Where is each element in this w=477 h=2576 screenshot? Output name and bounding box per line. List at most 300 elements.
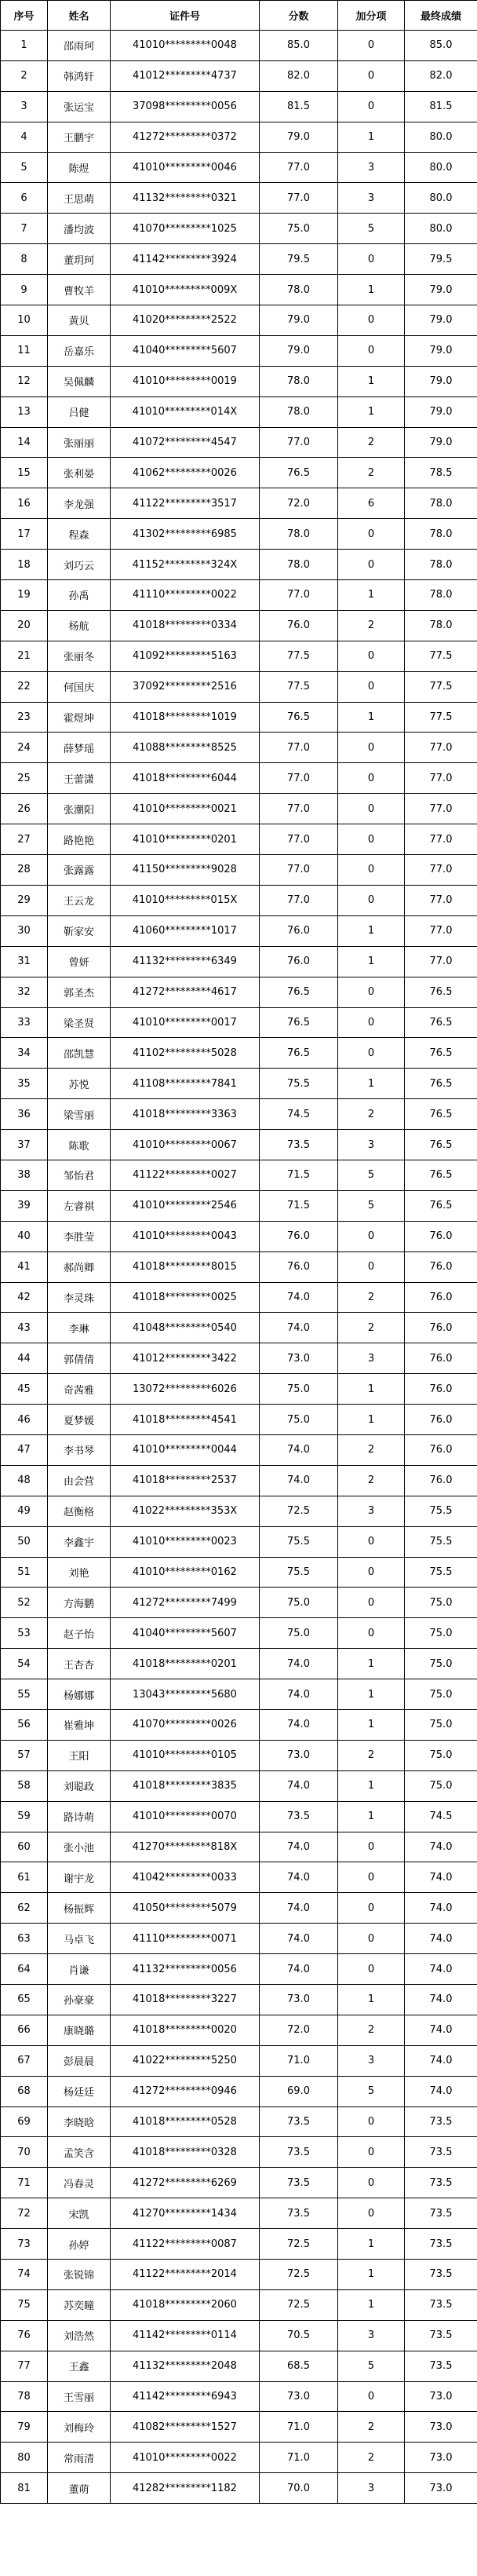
- cell-bonus: 0: [338, 91, 405, 122]
- cell-name: 李灵珠: [48, 1282, 111, 1313]
- cell-score: 73.0: [260, 1985, 338, 2015]
- cell-name: 刘艳: [48, 1557, 111, 1588]
- cell-bonus: 0: [338, 2168, 405, 2198]
- cell-score: 77.0: [260, 427, 338, 458]
- cell-id-number: 41018*********3227: [111, 1985, 260, 2015]
- cell-name: 王云龙: [48, 885, 111, 915]
- cell-bonus: 3: [338, 1496, 405, 1526]
- cell-score: 74.0: [260, 1893, 338, 1924]
- cell-final-score: 77.0: [405, 855, 477, 886]
- cell-name: 王蕾潇: [48, 763, 111, 794]
- cell-score: 74.0: [260, 1282, 338, 1313]
- table-row: [1, 1709, 477, 1740]
- cell-id-number: 41018*********0334: [111, 610, 260, 641]
- cell-bonus: 0: [338, 1954, 405, 1985]
- cell-bonus: 0: [338, 2106, 405, 2137]
- cell-seq: 1: [1, 31, 48, 61]
- cell-bonus: 6: [338, 488, 405, 519]
- cell-id-number: 41010*********014X: [111, 396, 260, 427]
- cell-score: 78.0: [260, 396, 338, 427]
- cell-seq: 56: [1, 1709, 48, 1740]
- cell-score: 78.0: [260, 275, 338, 305]
- cell-name: 赵衡格: [48, 1496, 111, 1526]
- cell-bonus: 1: [338, 1405, 405, 1435]
- cell-final-score: 76.0: [405, 1313, 477, 1343]
- cell-score: 70.5: [260, 2320, 338, 2351]
- cell-seq: 22: [1, 671, 48, 702]
- cell-bonus: 0: [338, 1251, 405, 1282]
- cell-score: 74.0: [260, 1770, 338, 1801]
- cell-name: 潘均波: [48, 214, 111, 244]
- cell-score: 75.0: [260, 214, 338, 244]
- table-row: [1, 1526, 477, 1557]
- cell-bonus: 0: [338, 824, 405, 855]
- cell-id-number: 41082*********1527: [111, 2412, 260, 2443]
- cell-final-score: 75.0: [405, 1618, 477, 1649]
- cell-seq: 10: [1, 305, 48, 336]
- table-row: [1, 427, 477, 458]
- cell-id-number: 41018*********8015: [111, 1251, 260, 1282]
- cell-bonus: 2: [338, 458, 405, 488]
- cell-final-score: 74.0: [405, 1985, 477, 2015]
- cell-score: 76.0: [260, 1221, 338, 1251]
- cell-final-score: 75.0: [405, 1649, 477, 1679]
- cell-bonus: 0: [338, 855, 405, 886]
- table-row: [1, 2289, 477, 2320]
- cell-final-score: 76.0: [405, 1405, 477, 1435]
- cell-name: 韩鸿轩: [48, 60, 111, 91]
- cell-score: 81.5: [260, 91, 338, 122]
- table-row: [1, 702, 477, 733]
- cell-seq: 7: [1, 214, 48, 244]
- cell-name: 李龙强: [48, 488, 111, 519]
- cell-name: 董玥珂: [48, 244, 111, 275]
- cell-seq: 67: [1, 2045, 48, 2076]
- table-row: [1, 1282, 477, 1313]
- table-row: [1, 610, 477, 641]
- cell-seq: 81: [1, 2473, 48, 2504]
- cell-score: 72.5: [260, 2260, 338, 2290]
- cell-name: 董萌: [48, 2473, 111, 2504]
- cell-name: 孙婷: [48, 2229, 111, 2260]
- table-row: [1, 1862, 477, 1893]
- cell-score: 70.0: [260, 2473, 338, 2504]
- cell-bonus: 1: [338, 1709, 405, 1740]
- table-row: [1, 519, 477, 550]
- cell-id-number: 41048*********0540: [111, 1313, 260, 1343]
- table-row: [1, 1985, 477, 2015]
- cell-name: 康晓璐: [48, 2015, 111, 2045]
- cell-final-score: 75.0: [405, 1740, 477, 1770]
- cell-score: 75.0: [260, 1588, 338, 1618]
- cell-final-score: 73.0: [405, 2412, 477, 2443]
- cell-id-number: 41040*********5607: [111, 335, 260, 366]
- cell-bonus: 0: [338, 2137, 405, 2168]
- table-row: [1, 1588, 477, 1618]
- cell-final-score: 73.5: [405, 2137, 477, 2168]
- cell-final-score: 75.0: [405, 1588, 477, 1618]
- header-name: 姓名: [48, 1, 111, 31]
- cell-seq: 35: [1, 1069, 48, 1099]
- cell-bonus: 1: [338, 1985, 405, 2015]
- cell-id-number: 41012*********4737: [111, 60, 260, 91]
- cell-seq: 6: [1, 183, 48, 214]
- table-row: [1, 366, 477, 396]
- cell-score: 77.0: [260, 855, 338, 886]
- cell-score: 78.0: [260, 519, 338, 550]
- table-row: [1, 488, 477, 519]
- cell-seq: 28: [1, 855, 48, 886]
- table-row: [1, 1434, 477, 1465]
- table-row: [1, 335, 477, 366]
- cell-seq: 75: [1, 2289, 48, 2320]
- cell-bonus: 0: [338, 671, 405, 702]
- cell-name: 陈煜: [48, 152, 111, 183]
- cell-id-number: 41142*********0114: [111, 2320, 260, 2351]
- cell-name: 苏奕瞳: [48, 2289, 111, 2320]
- cell-id-number: 41018*********1019: [111, 702, 260, 733]
- cell-final-score: 73.5: [405, 2229, 477, 2260]
- cell-name: 王鹏宇: [48, 122, 111, 152]
- table-row: [1, 244, 477, 275]
- table-row: [1, 2229, 477, 2260]
- cell-bonus: 2: [338, 610, 405, 641]
- cell-seq: 23: [1, 702, 48, 733]
- cell-final-score: 76.0: [405, 1434, 477, 1465]
- cell-final-score: 79.0: [405, 275, 477, 305]
- cell-name: 黄贝: [48, 305, 111, 336]
- cell-name: 杨娜娜: [48, 1679, 111, 1710]
- cell-final-score: 85.0: [405, 31, 477, 61]
- cell-seq: 18: [1, 550, 48, 580]
- cell-score: 77.0: [260, 733, 338, 763]
- cell-score: 74.0: [260, 1313, 338, 1343]
- cell-seq: 45: [1, 1374, 48, 1405]
- cell-bonus: 5: [338, 1190, 405, 1221]
- cell-bonus: 0: [338, 977, 405, 1007]
- cell-seq: 57: [1, 1740, 48, 1770]
- cell-bonus: 2: [338, 1740, 405, 1770]
- cell-bonus: 0: [338, 885, 405, 915]
- cell-final-score: 78.0: [405, 610, 477, 641]
- cell-id-number: 41142*********6943: [111, 2381, 260, 2412]
- cell-seq: 70: [1, 2137, 48, 2168]
- cell-name: 常雨清: [48, 2443, 111, 2473]
- cell-name: 李鑫宇: [48, 1526, 111, 1557]
- cell-name: 岳嘉乐: [48, 335, 111, 366]
- table-row: [1, 1190, 477, 1221]
- cell-id-number: 41060*********1017: [111, 915, 260, 946]
- cell-score: 82.0: [260, 60, 338, 91]
- cell-final-score: 79.0: [405, 335, 477, 366]
- cell-final-score: 73.0: [405, 2443, 477, 2473]
- table-row: [1, 1801, 477, 1832]
- cell-seq: 74: [1, 2260, 48, 2290]
- cell-score: 74.0: [260, 1832, 338, 1862]
- cell-bonus: 0: [338, 31, 405, 61]
- cell-name: 苏悦: [48, 1069, 111, 1099]
- cell-id-number: 41018*********0528: [111, 2106, 260, 2137]
- cell-id-number: 41020*********2522: [111, 305, 260, 336]
- cell-seq: 53: [1, 1618, 48, 1649]
- cell-id-number: 41018*********0020: [111, 2015, 260, 2045]
- table-row: [1, 1130, 477, 1160]
- cell-seq: 76: [1, 2320, 48, 2351]
- cell-bonus: 0: [338, 641, 405, 671]
- cell-bonus: 0: [338, 733, 405, 763]
- cell-score: 77.5: [260, 671, 338, 702]
- table-row: [1, 580, 477, 611]
- cell-seq: 25: [1, 763, 48, 794]
- table-row: [1, 183, 477, 214]
- cell-bonus: 2: [338, 2443, 405, 2473]
- cell-score: 74.0: [260, 1709, 338, 1740]
- table-row: [1, 2015, 477, 2045]
- cell-id-number: 41018*********2537: [111, 1465, 260, 1496]
- cell-bonus: 2: [338, 427, 405, 458]
- cell-final-score: 73.5: [405, 2168, 477, 2198]
- table-row: [1, 2106, 477, 2137]
- cell-id-number: 41092*********5163: [111, 641, 260, 671]
- cell-name: 何国庆: [48, 671, 111, 702]
- cell-seq: 13: [1, 396, 48, 427]
- cell-final-score: 73.0: [405, 2473, 477, 2504]
- cell-name: 李琳: [48, 1313, 111, 1343]
- cell-score: 76.0: [260, 610, 338, 641]
- cell-seq: 61: [1, 1862, 48, 1893]
- cell-score: 74.5: [260, 1099, 338, 1130]
- cell-id-number: 41018*********3363: [111, 1099, 260, 1130]
- cell-id-number: 41270*********818X: [111, 1832, 260, 1862]
- table-row: [1, 305, 477, 336]
- cell-name: 梁圣贤: [48, 1007, 111, 1038]
- cell-final-score: 77.0: [405, 794, 477, 824]
- table-row: [1, 1954, 477, 1985]
- cell-score: 76.5: [260, 458, 338, 488]
- table-row: [1, 2443, 477, 2473]
- cell-score: 74.0: [260, 1434, 338, 1465]
- table-row: [1, 855, 477, 886]
- cell-final-score: 75.5: [405, 1496, 477, 1526]
- cell-bonus: 0: [338, 794, 405, 824]
- cell-seq: 21: [1, 641, 48, 671]
- cell-id-number: 41010*********0017: [111, 1007, 260, 1038]
- cell-name: 赵子怡: [48, 1618, 111, 1649]
- table-row: [1, 1251, 477, 1282]
- cell-name: 孙豪豪: [48, 1985, 111, 2015]
- cell-seq: 59: [1, 1801, 48, 1832]
- cell-id-number: 41272*********0372: [111, 122, 260, 152]
- cell-bonus: 0: [338, 1526, 405, 1557]
- cell-seq: 78: [1, 2381, 48, 2412]
- cell-final-score: 76.0: [405, 1465, 477, 1496]
- cell-name: 刘巧云: [48, 550, 111, 580]
- cell-seq: 9: [1, 275, 48, 305]
- cell-final-score: 73.5: [405, 2289, 477, 2320]
- cell-score: 73.5: [260, 1801, 338, 1832]
- cell-name: 霍煜坤: [48, 702, 111, 733]
- table-row: [1, 2320, 477, 2351]
- table-row: [1, 946, 477, 977]
- table-row: [1, 2412, 477, 2443]
- table-row: [1, 1007, 477, 1038]
- cell-seq: 34: [1, 1038, 48, 1069]
- cell-id-number: 41010*********0048: [111, 31, 260, 61]
- cell-score: 77.0: [260, 763, 338, 794]
- cell-score: 72.5: [260, 2229, 338, 2260]
- cell-bonus: 2: [338, 1434, 405, 1465]
- cell-seq: 31: [1, 946, 48, 977]
- cell-id-number: 41108*********7841: [111, 1069, 260, 1099]
- cell-name: 方海鹏: [48, 1588, 111, 1618]
- cell-final-score: 81.5: [405, 91, 477, 122]
- cell-id-number: 41010*********0023: [111, 1526, 260, 1557]
- cell-seq: 29: [1, 885, 48, 915]
- cell-seq: 48: [1, 1465, 48, 1496]
- table-row: [1, 1832, 477, 1862]
- cell-name: 陈歌: [48, 1130, 111, 1160]
- cell-id-number: 41132*********0056: [111, 1954, 260, 1985]
- table-row: [1, 1893, 477, 1924]
- cell-seq: 60: [1, 1832, 48, 1862]
- cell-final-score: 76.5: [405, 1190, 477, 1221]
- cell-bonus: 5: [338, 2076, 405, 2106]
- cell-seq: 54: [1, 1649, 48, 1679]
- cell-final-score: 76.5: [405, 1069, 477, 1099]
- cell-id-number: 41042*********0033: [111, 1862, 260, 1893]
- cell-seq: 4: [1, 122, 48, 152]
- table-row: [1, 1038, 477, 1069]
- cell-id-number: 41010*********0022: [111, 2443, 260, 2473]
- cell-final-score: 78.5: [405, 458, 477, 488]
- cell-bonus: 3: [338, 2473, 405, 2504]
- cell-final-score: 74.0: [405, 1924, 477, 1954]
- cell-final-score: 80.0: [405, 214, 477, 244]
- cell-score: 76.0: [260, 946, 338, 977]
- cell-final-score: 79.5: [405, 244, 477, 275]
- table-row: [1, 2351, 477, 2381]
- cell-seq: 80: [1, 2443, 48, 2473]
- cell-bonus: 1: [338, 2289, 405, 2320]
- cell-final-score: 76.0: [405, 1221, 477, 1251]
- cell-name: 李书琴: [48, 1434, 111, 1465]
- table-row: [1, 824, 477, 855]
- cell-score: 74.0: [260, 1465, 338, 1496]
- cell-final-score: 76.5: [405, 1007, 477, 1038]
- table-row: [1, 2076, 477, 2106]
- cell-score: 73.5: [260, 2106, 338, 2137]
- cell-final-score: 74.0: [405, 2015, 477, 2045]
- cell-name: 左睿祺: [48, 1190, 111, 1221]
- cell-final-score: 76.5: [405, 1160, 477, 1190]
- cell-bonus: 5: [338, 1160, 405, 1190]
- cell-id-number: 41272*********4617: [111, 977, 260, 1007]
- cell-id-number: 41040*********5607: [111, 1618, 260, 1649]
- table-row: [1, 641, 477, 671]
- cell-final-score: 77.0: [405, 824, 477, 855]
- table-row: [1, 1679, 477, 1710]
- cell-final-score: 78.0: [405, 550, 477, 580]
- cell-bonus: 1: [338, 1770, 405, 1801]
- cell-bonus: 1: [338, 580, 405, 611]
- table-row: [1, 396, 477, 427]
- table-row: [1, 1465, 477, 1496]
- table-row: [1, 1557, 477, 1588]
- cell-seq: 11: [1, 335, 48, 366]
- cell-final-score: 77.5: [405, 702, 477, 733]
- cell-id-number: 41018*********2060: [111, 2289, 260, 2320]
- cell-bonus: 1: [338, 1801, 405, 1832]
- cell-final-score: 73.5: [405, 2198, 477, 2229]
- cell-name: 吕健: [48, 396, 111, 427]
- cell-final-score: 76.0: [405, 1251, 477, 1282]
- header-seq: 序号: [1, 1, 48, 31]
- cell-id-number: 41010*********015X: [111, 885, 260, 915]
- cell-bonus: 0: [338, 1862, 405, 1893]
- cell-bonus: 2: [338, 2015, 405, 2045]
- cell-bonus: 2: [338, 1465, 405, 1496]
- cell-score: 77.0: [260, 824, 338, 855]
- cell-name: 张露露: [48, 855, 111, 886]
- cell-score: 78.0: [260, 550, 338, 580]
- cell-seq: 5: [1, 152, 48, 183]
- cell-score: 76.5: [260, 977, 338, 1007]
- cell-score: 77.0: [260, 885, 338, 915]
- cell-bonus: 1: [338, 1649, 405, 1679]
- cell-score: 71.0: [260, 2045, 338, 2076]
- cell-final-score: 74.0: [405, 1832, 477, 1862]
- cell-bonus: 3: [338, 2320, 405, 2351]
- cell-name: 程森: [48, 519, 111, 550]
- cell-id-number: 41122*********0027: [111, 1160, 260, 1190]
- table-row: [1, 1343, 477, 1374]
- cell-id-number: 41122*********2014: [111, 2260, 260, 2290]
- cell-bonus: 3: [338, 1130, 405, 1160]
- cell-id-number: 41018*********3835: [111, 1770, 260, 1801]
- cell-id-number: 41022*********353X: [111, 1496, 260, 1526]
- cell-name: 邵凯慧: [48, 1038, 111, 1069]
- cell-bonus: 1: [338, 702, 405, 733]
- cell-final-score: 74.0: [405, 2076, 477, 2106]
- cell-id-number: 41122*********0087: [111, 2229, 260, 2260]
- table-row: [1, 1160, 477, 1190]
- table-row: [1, 2137, 477, 2168]
- cell-seq: 27: [1, 824, 48, 855]
- cell-seq: 3: [1, 91, 48, 122]
- cell-name: 张潮阳: [48, 794, 111, 824]
- cell-bonus: 3: [338, 183, 405, 214]
- cell-final-score: 74.5: [405, 1801, 477, 1832]
- cell-seq: 63: [1, 1924, 48, 1954]
- cell-final-score: 76.5: [405, 977, 477, 1007]
- cell-id-number: 41012*********3422: [111, 1343, 260, 1374]
- cell-name: 王阳: [48, 1740, 111, 1770]
- cell-id-number: 41110*********0022: [111, 580, 260, 611]
- table-row: [1, 763, 477, 794]
- table-row: [1, 2381, 477, 2412]
- cell-name: 郭圣杰: [48, 977, 111, 1007]
- cell-name: 刘浩然: [48, 2320, 111, 2351]
- cell-name: 刘梅玲: [48, 2412, 111, 2443]
- cell-seq: 16: [1, 488, 48, 519]
- cell-final-score: 76.0: [405, 1343, 477, 1374]
- cell-seq: 52: [1, 1588, 48, 1618]
- cell-bonus: 0: [338, 1221, 405, 1251]
- cell-name: 刘聪政: [48, 1770, 111, 1801]
- cell-score: 76.5: [260, 702, 338, 733]
- cell-seq: 42: [1, 1282, 48, 1313]
- cell-name: 杨航: [48, 610, 111, 641]
